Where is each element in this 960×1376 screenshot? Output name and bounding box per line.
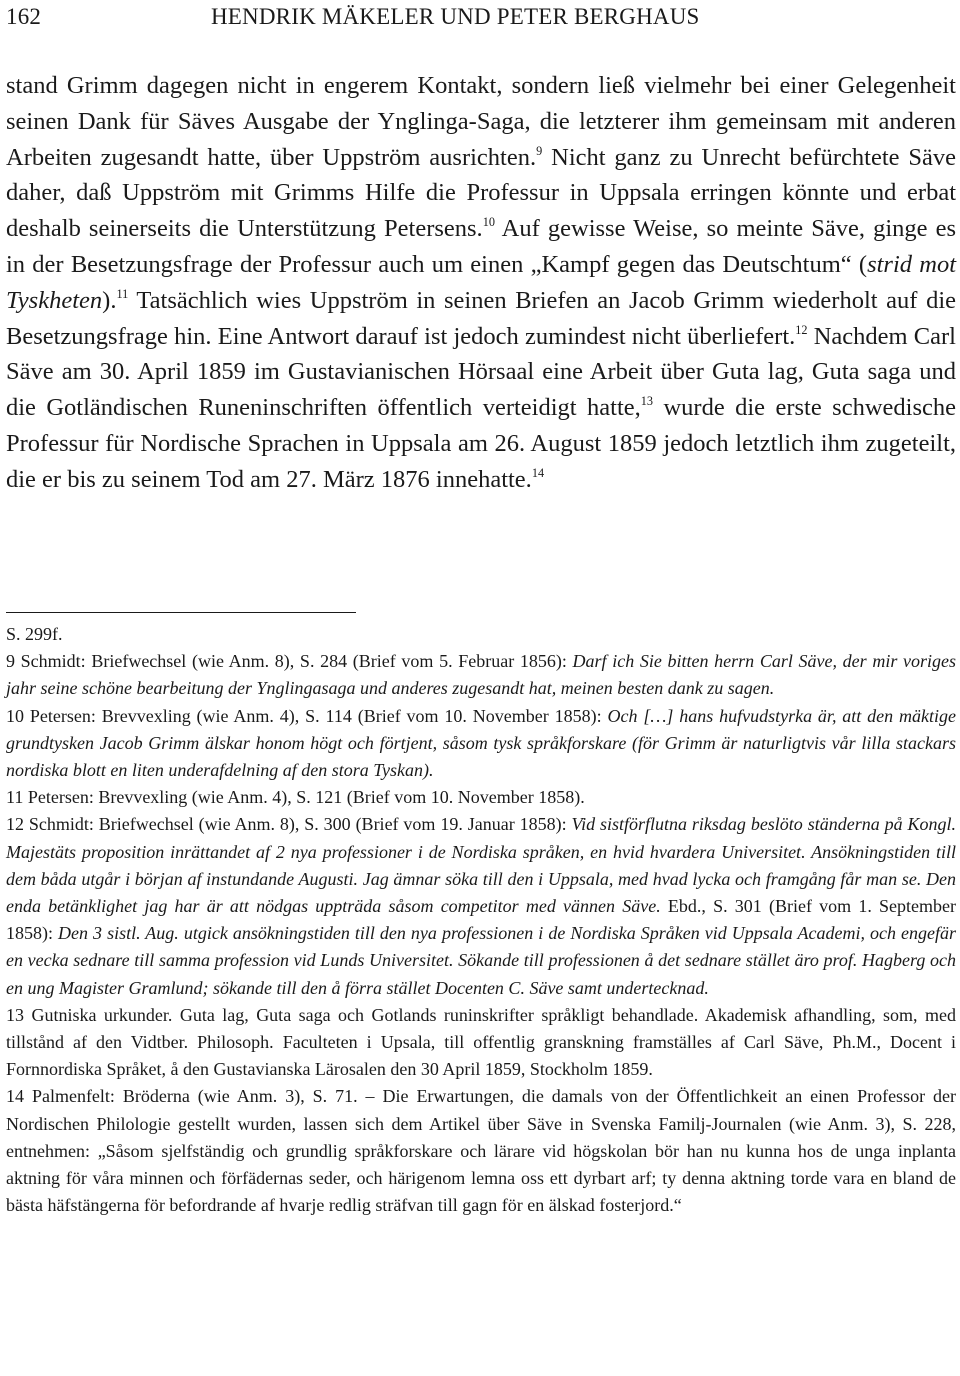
footnote-12 [6,811,956,1001]
body-sentence: stand Grimm dagegen nicht in engerem Kontakt, sondern ließ vielmehr bei einer Gelegenheit seinen Dank für Säves Ausgabe der Ynglinga-Saga, die letzterer ihm gemeinsam mit anderen Arbeiten zugesandt hatte, über Uppström ausrichten. [6,72,956,171]
footnote-ref-12: 12 [795,322,808,337]
footnote-number: 13 [6,1004,24,1025]
footnote-ref-9: 9 [536,143,543,158]
footnote-text: Ebd., S. 301 (Brief vom 1. September 1858): [6,896,956,944]
footnote-ref-13: 13 [640,394,654,409]
body-sentence: ). [102,286,117,314]
footnotes [6,621,956,1219]
footnote-quote: Vid sistförflutna riksdag beslöto ständerna på Kongl. Majestäts proposition inrättandet af 2 nya professioner i de Nordiska språken, en hvid hvardera Universitet. Ansökningstiden till dem båda utgår i början af instundande Augusti. Jag ämnar söka till den i Uppsala, med hvad lycka och framgång får man se. Den enda betänklighet jag har är att nödgas uppträda såsom competitor med vännen Säve. [6,814,956,917]
footnote-ref-10: 10 [482,215,495,230]
footnote-text: Schmidt: Briefwechsel (wie Anm. 8), S. 284 (Brief vom 5. Februar 1856): [15,651,573,672]
body-sentence: Nicht ganz zu Unrecht befürchtete Säve daher, daß Uppström mit Grimms Hilfe die Professur in Uppsala erringen könnte und erbat deshalb seinerseits die Unterstützung Petersens. [6,143,956,243]
footnote-9 [6,648,956,702]
footnote-quote: Den 3 sistl. Aug. utgick ansökningstiden till den nya professionen i de Nordiska Språken vid Uppsala Academi, och engefär en vecka sednare till samma profession vid Lunds Universitet. Sökande till professionen å det sednare stället äro prof. Hagberg och en ung Magister Gramlund; sökande till den å förra stället Docenten C. Säve samt undertecknad. [6,923,956,998]
footnote-text: S. 299f. [6,624,63,644]
body-paragraph [6,68,956,498]
body-sentence: Tatsächlich wies Uppström in seinen Briefen an Jacob Grimm wiederholt auf die Besetzungsfrage hin. Eine Antwort darauf ist jedoch zumindest nicht überliefert. [6,286,956,350]
italic-quote: strid mot Tyskheten [6,250,957,314]
footnote-number: 12 [6,814,24,835]
footnote-11 [6,784,956,811]
footnote-text: Palmenfelt: Bröderna (wie Anm. 3), S. 71. – Die Erwartungen, die damals von der Öffentlichkeit an einen Professor der Nordischen Philologie gestellt wurden, lassen sich dem Artikel über Säve in Svenska Familj-Journalen (wie Anm. 3), S. 228, entnehmen: „Såsom sjelfständig och grundlig språkforskare och lärare vid högskolan bör han nu kunna hos de unga inplanta aktning för våra minnen och förfädernas seder, och härigenom lemna oss ett dyrbart arf; ty denna aktning torde vara en bland de bästa häfstängerna för befordrande af hvarje redlig sträfvan till gagn för en älskad fosterjord.“ [6,1086,956,1216]
footnote-text: Gutniska urkunder. Guta lag, Guta saga och Gotlands runinskrifter språkligt behandlade. Akademisk afhandling, som, med tillstånd af den Vidtber. Philosoph. Faculteten i Upsala, till offentlig granskning framställes af Carl Säve, Ph.M., Docent i Fornnordiska Språket, å den Gustavianska Lärosalen den 30 April 1859, Stockholm 1859. [6,1004,956,1080]
main-text [6,68,956,498]
footnote-ref-14: 14 [531,465,545,480]
footnote-ref-11: 11 [116,286,129,301]
footnote-text: Petersen: Brevvexling (wie Anm. 4), S. 121 (Brief vom 10. November 1858). [23,787,585,808]
body-sentence: Auf gewisse Weise, so meinte Säve, ginge es in der Besetzungsfrage der Professur auch um einen „Kampf gegen das Deutschtum“ ( [6,215,957,278]
footnote-text: Petersen: Brevvexling (wie Anm. 4), S. 114 (Brief vom 10. November 1858): [24,705,608,726]
footnote-quote: Darf ich Sie bitten herrn Carl Säve, der mir voriges jahr seine schöne bearbeitung der Ynglingasaga und anderes zugesandt hat, meinen besten dank zu sagen. [6,651,956,699]
running-title: HENDRIK MÄKELER UND PETER BERGHAUS [211,4,700,29]
footnote-continued [6,621,956,648]
footnote-number: 11 [6,787,24,808]
footnote-14 [6,1083,956,1219]
footnote-10 [6,703,956,785]
footnote-number: 9 [6,651,15,672]
body-sentence: wurde die erste schwedische Professur für Nordische Sprachen in Uppsala am 26. August 1859 jedoch letztlich ihm zugeteilt, die er bis zu seinem Tod am 27. März 1876 innehatte. [6,394,956,493]
footnote-text: Schmidt: Briefwechsel (wie Anm. 8), S. 300 (Brief vom 19. Januar 1858): [24,814,572,835]
page-number: 162 [6,4,42,29]
footnote-quote: Och […] hans hufvudstyrka är, att den mäktige grundtysken Jacob Grimm älskar honom högt och förtjent, såsom tysk språkforskare (för Grimm är naturligtvis vår lilla stackars nordiska blott en liten underafdelning af den stora Tyskan). [6,705,957,781]
footnote-number: 14 [6,1086,24,1107]
footnote-number: 10 [6,705,24,726]
body-sentence: Nachdem Carl Säve am 30. April 1859 im Gustavianischen Hörsaal eine Arbeit über Guta lag, Guta saga und die Gotländischen Runeninschriften öffentlich verteidigt hatte, [6,322,956,422]
footnote-13 [6,1002,956,1084]
page-header [6,4,956,38]
footnote-separator [6,612,356,613]
